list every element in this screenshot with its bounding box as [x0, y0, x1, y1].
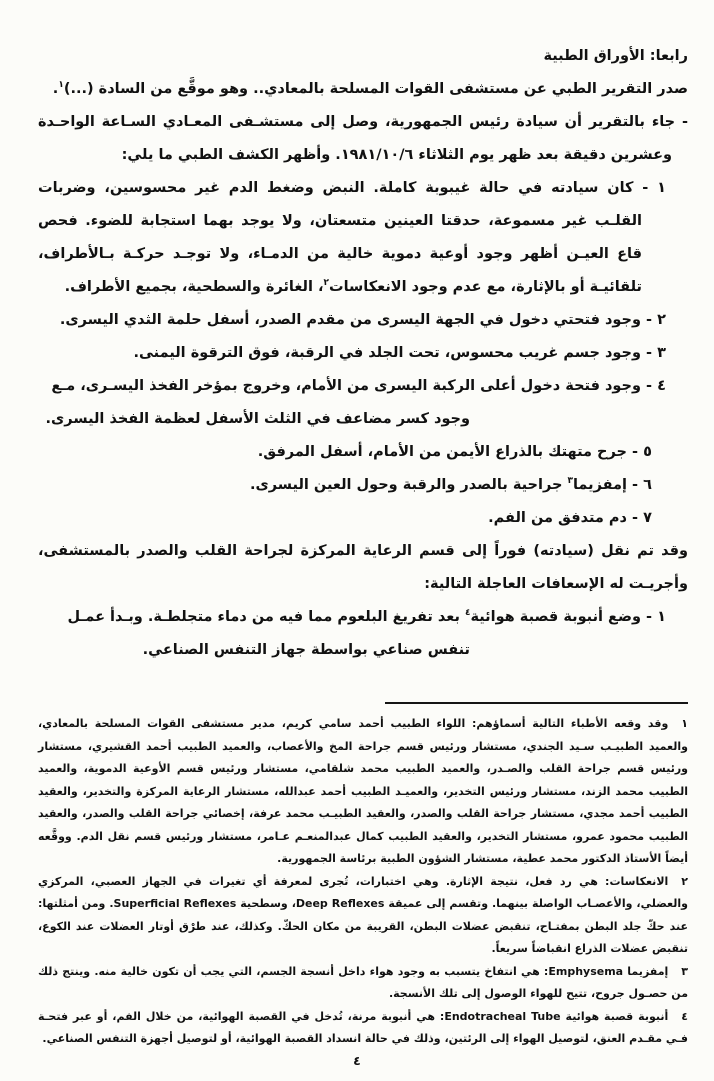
aid-item-1	[38, 601, 688, 634]
footnote-ref-3: ٣	[567, 476, 573, 487]
footnote-text: أنبوبة قصبة هوائية Endotracheal Tube: هي أنبوبة مرنة، تُدخل في القصبة الهوائية، من خلال الفم، أو عبر فتحـة فـي مقـدم العنق، لتوصيل الهواء إلى الرئتين، وذلك في حالة انسداد القصبة الهوائية، أو لتوصيل أجهزة التنفس الصناعي.	[38, 1009, 688, 1045]
aid-number: ١	[657, 609, 666, 625]
finding-text: دم متدفق من الفم.	[488, 510, 627, 526]
footnote-ref-4: ٤	[464, 608, 471, 619]
dash-marker: -	[632, 477, 639, 493]
footnote-ref-1: ١	[58, 80, 64, 91]
dash-marker: -	[642, 180, 649, 196]
finding-item-2	[38, 304, 688, 337]
finding-text: وجود فتحتي دخول في الجهة اليسرى من مقدم الصدر، أسفل حلمة الثدي اليسرى.	[59, 312, 641, 328]
dash-marker: -	[646, 345, 653, 361]
finding-number: ٣	[657, 345, 666, 361]
intro-text: صدر التقرير الطبي عن مستشفى القوات المسلحة بالمعادي.. وهو موقَّع من السادة (...)	[63, 81, 688, 97]
finding-text: جرح متهتك بالذراع الأيمن من الأمام، أسفل المرفق.	[257, 444, 627, 460]
finding-item-1	[38, 172, 688, 304]
aid-item-1-continuation: تنفس صناعي بواسطة جهاز التنفس الصناعي.	[142, 642, 470, 658]
main-text	[38, 40, 688, 667]
finding-number: ١	[657, 180, 666, 196]
findings-list	[38, 172, 688, 535]
finding-item-6	[38, 469, 688, 502]
footnote-text: وقد وقعه الأطباء التالية أسماؤهم: اللواء الطبيب أحمد سامي كريم، مدير مستشفى القوات المسلحة بالمعادي، والعميد الطبيـب سـيد الجندي، مستشار ورئيس قسم جراحة المخ والأعصاب، والعميد الطبيب أحمد القشيري، مستشار ورئيس قسم جراحة القلب والصـدر، والعميد الطبيب محمد شلقامي، مستشار ورئيس قسم الأوعية الدموية، والعميد الطبيب محمد الزند، مستشار ورئيس التخدير، والعميـد الطبيب أحمد عبدالله، مستشار الرعاية المركزة والتخدير، والعقيد الطبيب أحمد مجدي، مستشار جراحة القلب والصدر، والعقيد الطبيـب محمد عرفة، إخصائي جراحة القلب والصدر، والعقيد الطبيب محمود عمرو، مستشار التخدير، والعقيد الطبيب كمال عبدالمنعـم عـامر، مستشار ورئيس قسم نقل الدم. ووقَّعه أيضاً الأستاذ الدكتور محمد عطية، مستشار الشؤون الطبية برئاسة الجمهورية.	[38, 717, 688, 865]
finding-item-7	[38, 502, 688, 535]
dash-marker: -	[646, 609, 653, 625]
finding-number: ٤	[657, 378, 666, 394]
finding-item-4	[38, 370, 688, 403]
finding-number: ٦	[643, 477, 652, 493]
finding-text-tail: ، الغائرة والسطحية، بجميع الأطراف.	[64, 279, 324, 295]
report-text: جاء بالتقرير أن سيادة رئيس الجمهورية، وصل إلى مستشـفى المعـادي السـاعة الواحـدة وعشرين دقيقة بعد ظهر يوم الثلاثاء ١٩٨١/١٠/٦. وأظهر الكشف الطبي ما يلي:	[38, 114, 676, 163]
dash-marker: -	[646, 378, 653, 394]
transfer-paragraph: وقد تم نقل (سيادته) فوراً إلى قسم الرعاية المركزة لجراحة القلب والصدر بالمستشفى، وأجريـت له الإسعافات العاجلة التالية:	[38, 543, 688, 592]
section-heading: رابعا: الأوراق الطبية	[543, 48, 688, 64]
footnote-3	[38, 961, 688, 1006]
footnote-text: إمفزيما Emphysema: هي انتفاخ يتسبب به وجود هواء داخل أنسجة الجسم، التي يجب أن تكون خالية منه. وينتج ذلك من حصـول جروح، تتيح للهواء الوصول إلى تلك الأنسجة.	[38, 964, 688, 1000]
dash-marker: -	[646, 312, 653, 328]
footnote-ref-2: ٢	[323, 278, 330, 289]
finding-text: كان سيادته في حالة غيبوبة كاملة. النبض وضغط الدم غير محسوسين، وضربات القلـب غير مسموعة، حدقتا العينين متسعتان، ولا يوجد بهما استجابة للضوء. فحص قاع العيـن أظهر وجود أوعية دموية خالية من الدمـاء، ولا توجـد حركـة بـالأطراف، تلقائيـة أو بالإثارة، مع عدم وجود الانعكاسات	[38, 180, 642, 295]
footnote-separator	[385, 702, 688, 704]
finding-item-3	[38, 337, 688, 370]
footnote-number: ٣	[681, 964, 688, 978]
aid-text-tail: بعد تفريغ البلعوم مما فيه من دماء متجلطـة. وبـدأ عمـل	[67, 609, 465, 625]
finding-item-5	[38, 436, 688, 469]
aid-text: وضع أنبوبة قصبة هوائية	[470, 609, 641, 625]
footnote-number: ١	[681, 717, 688, 730]
footnote-text: الانعكاسات: هي رد فعل، نتيجة الإثارة. وهي اختبارات، تُجرى لمعرفة أي تغيرات في الجهاز العصبي، المركزي والعضلي، والأعصـاب الواصلة بينهما. وتقسم إلى عميقة Deep Reflexes، وسطحية Superficial Reflexes. ومن أمثلتها: عند حكّ جلد البطن بمفتـاح، تنقبض عضلات البطن، القريبة من مكان الحكّ. وكذلك، عند طرْق أوتار العضلات عند الكوع، تنقبض عضلات الذراع انقباضاً سريعاً.	[38, 874, 688, 955]
dash-marker: -	[632, 444, 639, 460]
intro-period: .	[52, 81, 59, 97]
finding-text-tail: جراحية بالصدر والرقبة وحول العين اليسرى.	[249, 477, 568, 493]
finding-number: ٥	[643, 444, 652, 460]
finding-item-4-continuation: وجود كسر مضاعف في الثلث الأسفل لعظمة الفخذ اليسرى.	[45, 411, 470, 427]
finding-number: ٢	[657, 312, 666, 328]
footnote-number: ٢	[681, 874, 688, 888]
report-item	[38, 106, 688, 172]
finding-text: إمفزيما	[572, 477, 627, 493]
finding-text: وجود جسم غريب محسوس، تحت الجلد في الرقبة، فوق الترقوة اليمنى.	[133, 345, 641, 361]
footnotes-section	[38, 702, 688, 1051]
footnote-number: ٤	[681, 1009, 688, 1023]
dash-marker: -	[632, 510, 639, 526]
finding-text: وجود فتحة دخول أعلى الركبة اليسرى من الأمام، وخروج بمؤخر الفخذ اليسـرى، مـع	[51, 378, 641, 394]
intro-paragraph	[38, 73, 688, 106]
finding-number: ٧	[643, 510, 652, 526]
footnote-2	[38, 871, 688, 961]
dash-marker: -	[681, 114, 688, 130]
page-number: ٤	[353, 1053, 361, 1068]
footnote-4	[38, 1006, 688, 1051]
footnote-1	[38, 713, 688, 871]
